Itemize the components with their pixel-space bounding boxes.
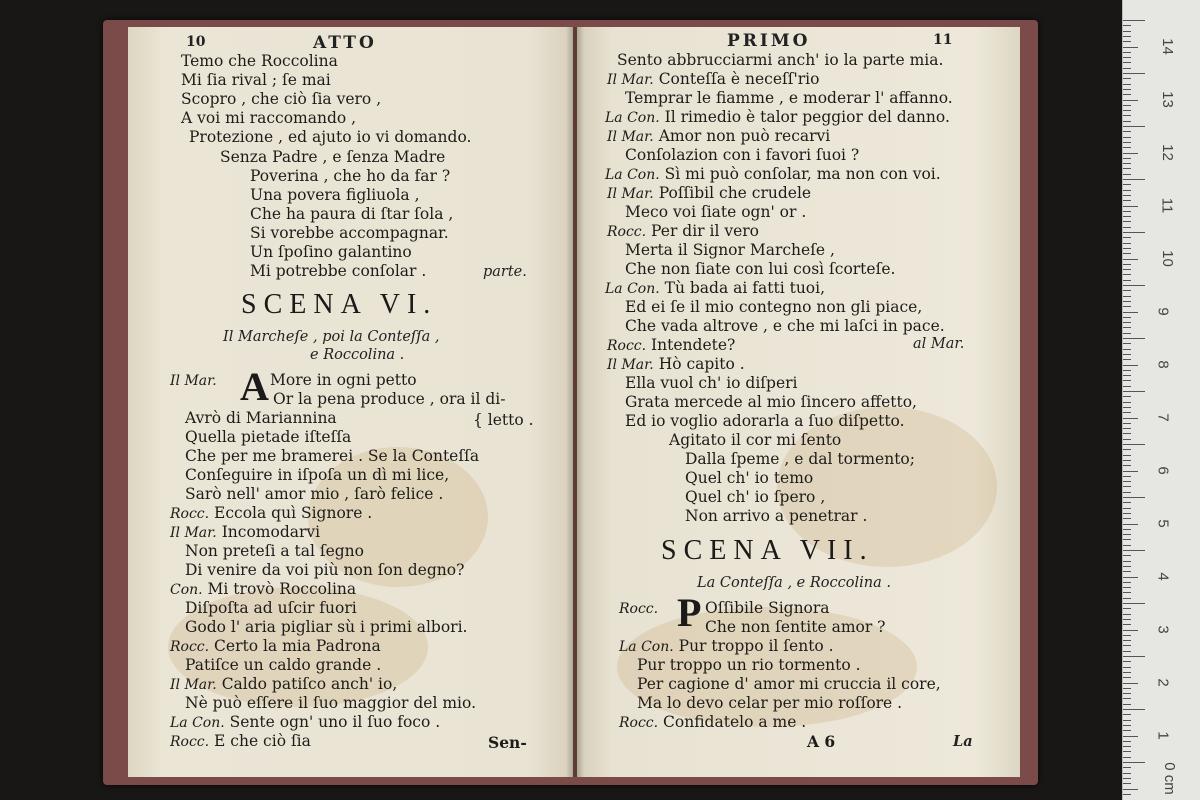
dialogue-line: Pur troppo un rio tormento . — [637, 656, 861, 674]
ruler-tick — [1123, 110, 1131, 111]
dialogue-text: E che ciò ſia — [214, 732, 311, 750]
dialogue-text: Per dir il vero — [651, 222, 760, 240]
ruler-tick — [1123, 184, 1131, 185]
ruler-tick — [1123, 736, 1138, 737]
ruler-tick — [1123, 550, 1145, 551]
ruler-tick — [1123, 31, 1131, 32]
ruler-tick — [1123, 555, 1131, 556]
speaker: Rocc. — [170, 639, 210, 655]
ruler-tick — [1123, 661, 1131, 662]
text-line: Un ſpoſino galantino — [250, 243, 412, 261]
scene-characters: La Conteſſa , e Roccolina . — [697, 575, 891, 591]
ruler-tick — [1123, 94, 1131, 95]
ruler-tick — [1123, 338, 1145, 339]
scene-characters: Il Marcheſe , poi la Conteſſa , — [223, 329, 440, 345]
ruler-tick — [1123, 100, 1138, 101]
dialogue-line: Ella vuol ch' io diſperi — [625, 374, 798, 392]
dialogue-line: Di venire da voi più non ſon degno? — [185, 561, 465, 579]
dialogue-line: Ed io voglio adorarla a ſuo diſpetto. — [625, 412, 905, 430]
ruler-tick — [1123, 274, 1131, 275]
ruler-tick — [1123, 380, 1131, 381]
ruler-tick — [1123, 481, 1131, 482]
ruler-tick — [1123, 36, 1131, 37]
ruler-tick — [1123, 518, 1131, 519]
ruler-tick — [1123, 508, 1131, 509]
ruler-tick — [1123, 444, 1145, 445]
ruler-tick — [1123, 725, 1131, 726]
book-gutter — [566, 27, 584, 777]
text-line: Che ha paura di ſtar ſola , — [250, 205, 454, 223]
ruler-tick — [1123, 746, 1131, 747]
ruler-tick — [1123, 592, 1131, 593]
dialogue-line: Conſeguire in iſpoſa un dì mi lice, — [185, 466, 450, 484]
ruler-tick — [1123, 751, 1131, 752]
dialogue-text: Eccola quì Signore . — [214, 504, 373, 522]
page-number: 10 — [186, 34, 206, 50]
speaker: Il Mar. — [607, 129, 654, 145]
speaker: Rocc. — [619, 601, 659, 617]
dialogue-line: Ed ei ſe il mio contegno non gli piace, — [625, 298, 923, 316]
dialogue-line — [607, 222, 759, 241]
speaker: Il Mar. — [170, 677, 217, 693]
ruler-tick — [1123, 131, 1131, 132]
ruler-tick — [1123, 365, 1138, 366]
ruler-tick — [1123, 539, 1131, 540]
ruler-tick — [1123, 534, 1131, 535]
ruler-tick — [1123, 524, 1138, 525]
dialogue-line: Sarò nell' amor mio , ſarò felice . — [185, 485, 444, 503]
ruler-tick — [1123, 465, 1131, 466]
dialogue-line — [605, 165, 941, 184]
ruler-tick — [1123, 396, 1131, 397]
dialogue-line: Non preteſi a tal ſegno — [185, 542, 364, 560]
ruler-tick — [1123, 449, 1131, 450]
drop-cap: P — [677, 590, 702, 635]
speaker: Rocc. — [170, 734, 210, 750]
ruler-tick — [1123, 433, 1131, 434]
dialogue-line — [170, 371, 217, 390]
speaker: La Con. — [605, 167, 660, 183]
right-page — [577, 27, 1020, 777]
ruler-tick — [1123, 259, 1138, 260]
scene-characters: e Roccolina . — [310, 347, 405, 363]
ruler-tick — [1123, 264, 1131, 265]
dialogue-text: Sente ogn' uno il ſuo foco . — [229, 713, 441, 731]
ruler-tick — [1123, 41, 1131, 42]
dialogue-line: Diſpoſta ad uſcir fuori — [185, 599, 357, 617]
ruler-tick — [1123, 407, 1131, 408]
ruler-tick — [1123, 614, 1131, 615]
aria-line: Dalla ſpeme , e dal tormento; — [685, 450, 915, 468]
dialogue-text: Intendete? — [651, 336, 736, 354]
ruler-tick — [1123, 640, 1131, 641]
ruler-tick — [1123, 306, 1131, 307]
ruler-number: 7 — [1154, 413, 1172, 422]
speaker: Con. — [170, 582, 203, 598]
page-number: 11 — [933, 32, 953, 48]
text-line: Mi potrebbe conſolar . — [250, 262, 427, 280]
speaker: Il Mar. — [607, 186, 654, 202]
dialogue-line — [607, 70, 819, 89]
ruler-tick — [1123, 179, 1145, 180]
ruler-tick — [1123, 301, 1131, 302]
ruler-tick — [1123, 163, 1131, 164]
ruler-tick — [1123, 121, 1131, 122]
ruler-tick — [1123, 645, 1131, 646]
ruler-tick — [1123, 47, 1138, 48]
ruler-tick — [1123, 211, 1131, 212]
ruler-tick — [1123, 561, 1131, 562]
dialogue-line: Ma lo devo celar per mio roſſore . — [637, 694, 903, 712]
ruler-tick — [1123, 68, 1131, 69]
ruler-tick — [1123, 359, 1131, 360]
ruler-tick — [1123, 608, 1131, 609]
speaker: Rocc. — [607, 338, 647, 354]
dialogue-text: Pur troppo il ſento . — [678, 637, 834, 655]
ruler-tick — [1123, 57, 1131, 58]
dialogue-text: Certo la mia Padrona — [214, 637, 381, 655]
dialogue-text: Poſſibil che crudele — [658, 184, 812, 202]
ruler-number: 6 — [1154, 466, 1172, 475]
text-line: Si vorebbe accompagnar. — [250, 224, 449, 242]
aria-line: Quel ch' io ſpero , — [685, 488, 826, 506]
ruler-tick — [1123, 370, 1131, 371]
ruler-number: 4 — [1154, 572, 1172, 581]
dialogue-text: Tù bada ai fatti tuoi, — [664, 279, 826, 297]
speaker: La Con. — [605, 110, 660, 126]
dialogue-line: Per cagione d' amor mi cruccia il core, — [637, 675, 941, 693]
signature-mark: A 6 — [807, 732, 836, 751]
text-line: Poverina , che ho da far ? — [250, 167, 451, 185]
ruler-tick — [1123, 439, 1131, 440]
ruler-tick — [1123, 571, 1131, 572]
ruler-tick — [1123, 402, 1131, 403]
dialogue-line: Che vada altrove , e che mi laſci in pace. — [625, 317, 945, 335]
text-line: Mi ſia rival ; ſe mai — [181, 71, 331, 89]
ruler-number: 9 — [1154, 307, 1172, 316]
ruler-tick — [1123, 720, 1131, 721]
ruler-tick — [1123, 115, 1131, 116]
dialogue-line — [170, 504, 372, 523]
ruler-tick — [1123, 221, 1131, 222]
dialogue-line — [605, 279, 825, 298]
ruler-tick — [1123, 317, 1131, 318]
ruler-tick — [1123, 78, 1131, 79]
ruler-tick — [1123, 253, 1131, 254]
ruler-number: 3 — [1154, 625, 1172, 634]
ruler-tick — [1123, 566, 1131, 567]
ruler-tick — [1123, 651, 1131, 652]
dialogue-line — [170, 732, 311, 751]
ruler-tick — [1123, 778, 1131, 779]
dialogue-text: Amor non può recarvi — [658, 127, 831, 145]
ruler-tick — [1123, 89, 1131, 90]
dialogue-line: Conſolazion con i favori ſuoi ? — [625, 146, 860, 164]
ruler-tick — [1123, 206, 1138, 207]
ruler-tick — [1123, 190, 1131, 191]
ruler-tick — [1123, 423, 1131, 424]
ruler-tick — [1123, 168, 1131, 169]
ruler-tick — [1123, 598, 1131, 599]
dialogue-text: Conteſſa è neceſſ'rio — [658, 70, 820, 88]
ruler-tick — [1123, 375, 1131, 376]
ruler-tick — [1123, 248, 1131, 249]
ruler-tick — [1123, 630, 1138, 631]
ruler-tick — [1123, 52, 1131, 53]
dialogue-line: Grata mercede al mio ſincero affetto, — [625, 393, 917, 411]
ruler-tick — [1123, 497, 1145, 498]
dialogue-text: Il rimedio è talor peggior del danno. — [664, 108, 950, 126]
ruler-number: 12 — [1158, 144, 1176, 161]
dialogue-line — [607, 127, 830, 146]
ruler-number: 2 — [1154, 678, 1172, 687]
text-line: Scopro , che ciò ſia vero , — [181, 90, 382, 108]
ruler-tick — [1123, 296, 1131, 297]
dialogue-line — [619, 713, 806, 732]
ruler-tick — [1123, 683, 1138, 684]
dialogue-line — [170, 523, 320, 542]
ruler-tick — [1123, 545, 1131, 546]
dialogue-line — [607, 355, 745, 374]
text-line: Protezione , ed ajuto io vi domando. — [189, 128, 472, 146]
ruler-tick — [1123, 137, 1131, 138]
ruler-number: 13 — [1158, 91, 1176, 108]
ruler-tick — [1123, 280, 1131, 281]
ruler-tick — [1123, 460, 1131, 461]
ruler-tick — [1123, 290, 1131, 291]
dialogue-text: Mi trovò Roccolina — [207, 580, 357, 598]
ruler-tick — [1123, 343, 1131, 344]
dialogue-line — [605, 108, 950, 127]
ruler-tick — [1123, 476, 1131, 477]
dialogue-line — [607, 336, 735, 355]
ruler-tick — [1123, 619, 1131, 620]
dialogue-text: Confidatelo a me . — [663, 713, 807, 731]
dialogue-line: Godo l' aria pigliar sù i primi albori. — [185, 618, 468, 636]
ruler-tick — [1123, 789, 1138, 790]
dialogue-line — [607, 184, 811, 203]
speaker: Il Mar. — [607, 357, 654, 373]
ruler-tick — [1123, 455, 1131, 456]
running-head: ATTO — [313, 33, 377, 53]
dialogue-line: Che non ſentite amor ? — [705, 618, 886, 636]
ruler-tick — [1123, 773, 1131, 774]
dialogue-line: Meco voi ſiate ogn' or . — [625, 203, 807, 221]
stage-direction: al Mar. — [913, 336, 965, 352]
ruler-tick — [1123, 126, 1145, 127]
dialogue-line — [170, 675, 397, 694]
ruler-number: 8 — [1154, 360, 1172, 369]
ruler-tick — [1123, 153, 1138, 154]
measurement-ruler — [1122, 0, 1200, 800]
dialogue-text: Sì mi può conſolar, ma non con voi. — [664, 165, 941, 183]
aria-line: Non arrivo a penetrar . — [685, 507, 868, 525]
scene-title: SCENA VII. — [661, 535, 874, 566]
ruler-tick — [1123, 672, 1131, 673]
left-page — [128, 27, 573, 777]
ruler-tick — [1123, 730, 1131, 731]
dialogue-line: Sento abbrucciarmi anch' io la parte mia. — [617, 51, 944, 69]
aria-line: Agitato il cor mi ſento — [669, 431, 842, 449]
ruler-tick — [1123, 200, 1131, 201]
ruler-tick — [1123, 794, 1131, 795]
stage-direction: parte. — [483, 264, 527, 280]
dialogue-line: Nè può eſſere il ſuo maggior del mio. — [185, 694, 477, 712]
scene-title: SCENA VI. — [241, 289, 438, 320]
ruler-number: 1 — [1154, 731, 1172, 740]
catchword: La — [953, 733, 973, 750]
ruler-tick — [1123, 243, 1131, 244]
ruler-tick — [1123, 513, 1131, 514]
ruler-tick — [1123, 529, 1131, 530]
text-line: Senza Padre , e ſenza Madre — [220, 148, 446, 166]
ruler-tick — [1123, 142, 1131, 143]
ruler-tick — [1123, 105, 1131, 106]
ruler-tick — [1123, 216, 1131, 217]
dialogue-line: Che per me bramerei . Se la Conteſſa — [185, 447, 480, 465]
ruler-number: 11 — [1158, 197, 1176, 214]
ruler-tick — [1123, 693, 1131, 694]
ruler-tick — [1123, 237, 1131, 238]
ruler-tick — [1123, 25, 1131, 26]
dialogue-text: Hò capito . — [658, 355, 745, 373]
ruler-number: 14 — [1158, 38, 1176, 55]
dialogue-line — [170, 637, 381, 656]
ruler-tick — [1123, 762, 1145, 763]
speaker: Rocc. — [170, 506, 210, 522]
ruler-tick — [1123, 269, 1131, 270]
ruler-tick — [1123, 582, 1131, 583]
ruler-tick — [1123, 767, 1131, 768]
ruler-tick — [1123, 227, 1131, 228]
ruler-tick — [1123, 757, 1131, 758]
text-line: Temo che Roccolina — [181, 52, 338, 70]
speaker: Rocc. — [607, 224, 647, 240]
dialogue-line — [619, 599, 658, 618]
ruler-tick — [1123, 333, 1131, 334]
ruler-tick — [1123, 635, 1131, 636]
ruler-tick — [1123, 677, 1131, 678]
ruler-tick — [1123, 147, 1131, 148]
ruler-tick — [1123, 603, 1145, 604]
text-line: A voi mi raccomando , — [181, 109, 357, 127]
ruler-tick — [1123, 709, 1145, 710]
rhyme-continuation: { letto . — [473, 411, 534, 429]
speaker: La Con. — [605, 281, 660, 297]
dialogue-line: Patiſce un caldo grande . — [185, 656, 382, 674]
ruler-tick — [1123, 624, 1131, 625]
ruler-tick — [1123, 232, 1145, 233]
dialogue-line: Che non ſiate con lui così ſcorteſe. — [625, 260, 896, 278]
text-line: Una povera figliuola , — [250, 186, 420, 204]
ruler-tick — [1123, 20, 1145, 21]
ruler-tick — [1123, 158, 1131, 159]
ruler-tick — [1123, 667, 1131, 668]
ruler-tick — [1123, 73, 1145, 74]
speaker: Il Mar. — [170, 525, 217, 541]
ruler-tick — [1123, 322, 1131, 323]
ruler-tick — [1123, 577, 1138, 578]
ruler-tick — [1123, 656, 1145, 657]
dialogue-line: Or la pena produce , ora il di- — [273, 390, 506, 408]
aria-line: Quel ch' io temo — [685, 469, 814, 487]
running-head: PRIMO — [727, 31, 811, 51]
ruler-tick — [1123, 741, 1131, 742]
ruler-number: 5 — [1154, 519, 1172, 528]
ruler-tick — [1123, 312, 1138, 313]
ruler-tick — [1123, 587, 1131, 588]
ruler-tick — [1123, 327, 1131, 328]
ruler-tick — [1123, 704, 1131, 705]
catchword: Sen- — [488, 733, 527, 752]
ruler-tick — [1123, 428, 1131, 429]
ruler-tick — [1123, 486, 1131, 487]
ruler-tick — [1123, 84, 1131, 85]
speaker: Il Mar. — [170, 373, 217, 389]
dialogue-line — [170, 713, 440, 732]
ruler-number: 0 cm — [1160, 762, 1178, 795]
dialogue-line — [170, 580, 356, 599]
dialogue-line: Avrò di Mariannina — [185, 409, 337, 427]
speaker: Il Mar. — [607, 72, 654, 88]
speaker: La Con. — [170, 715, 225, 731]
ruler-tick — [1123, 386, 1131, 387]
ruler-tick — [1123, 688, 1131, 689]
dialogue-text: Caldo patiſco anch' io, — [221, 675, 398, 693]
ruler-tick — [1123, 349, 1131, 350]
ruler-number: 10 — [1158, 250, 1176, 267]
ruler-tick — [1123, 492, 1131, 493]
dialogue-line: Merta il Signor Marcheſe , — [625, 241, 835, 259]
dialogue-text: Incomodarvi — [221, 523, 321, 541]
dialogue-line: Oſſibile Signora — [705, 599, 830, 617]
ruler-tick — [1123, 412, 1131, 413]
ruler-tick — [1123, 285, 1145, 286]
dialogue-line — [619, 637, 834, 656]
speaker: La Con. — [619, 639, 674, 655]
ruler-tick — [1123, 698, 1131, 699]
speaker: Rocc. — [619, 715, 659, 731]
dialogue-line: Quella pietade iſteſſa — [185, 428, 352, 446]
dialogue-line: Temprar le fiamme , e moderar l' affanno. — [625, 89, 953, 107]
dialogue-line: More in ogni petto — [270, 371, 417, 389]
drop-cap: A — [240, 364, 269, 409]
ruler-tick — [1123, 471, 1138, 472]
ruler-tick — [1123, 418, 1138, 419]
ruler-tick — [1123, 502, 1131, 503]
ruler-tick — [1123, 354, 1131, 355]
ruler-tick — [1123, 391, 1145, 392]
ruler-tick — [1123, 62, 1131, 63]
ruler-tick — [1123, 714, 1131, 715]
ruler-tick — [1123, 195, 1131, 196]
ruler-tick — [1123, 174, 1131, 175]
ruler-tick — [1123, 783, 1131, 784]
